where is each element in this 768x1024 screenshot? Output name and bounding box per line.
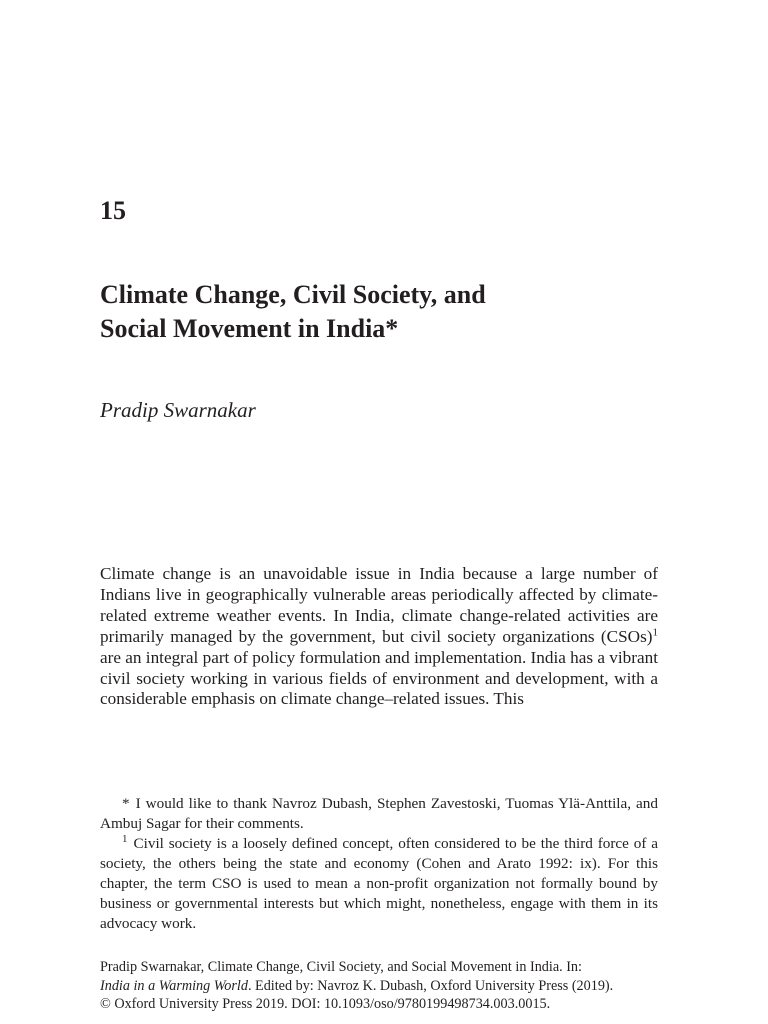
footnote-mark-number: 1 bbox=[122, 832, 128, 845]
footnote-reference[interactable]: 1 bbox=[652, 625, 658, 638]
citation-line-1: Pradip Swarnakar, Climate Change, Civil Society, and Social Movement in India. In: bbox=[100, 959, 582, 975]
chapter-author: Pradip Swarnakar bbox=[100, 398, 256, 422]
footnote-mark-star: * bbox=[122, 795, 130, 812]
chapter-title bbox=[100, 278, 658, 346]
footnotes bbox=[100, 794, 658, 934]
chapter-title-line-2: Social Movement in India* bbox=[100, 314, 399, 343]
footnote-text: Civil society is a loosely defined concept, often considered to be the third force of a society, the others being the state and economy (Cohen and Arato 1992: ix). For this chapter, the term CSO is used to mean a non-profit organization not formally bound by business or governmental interests but which might, nonetheless, engage with them in its advocacy work. bbox=[100, 835, 658, 932]
citation-line-2 bbox=[100, 977, 658, 996]
footnote-acknowledgment bbox=[100, 794, 658, 834]
body-text-part-2: are an integral part of policy formulation and implementation. India has a vibrant civil society working in various fields of environment and development, with a considerable emphasis on climate change–related issues. This bbox=[100, 647, 658, 709]
chapter-title-line-1: Climate Change, Civil Society, and bbox=[100, 280, 486, 309]
book-page bbox=[100, 0, 658, 1024]
citation-line-3[interactable]: © Oxford University Press 2019. DOI: 10.1093/oso/9780199498734.003.0015. bbox=[100, 996, 551, 1012]
body-text-part-1: Climate change is an unavoidable issue in India because a large number of Indians live in geographically vulnerable areas periodically affected by climate-related extreme weather events. In India, climate change-related activities are primarily managed by the government, but civil society organizations (CSOs) bbox=[100, 564, 658, 646]
body-paragraph bbox=[100, 564, 658, 710]
book-title: India in a Warming World bbox=[100, 977, 248, 994]
citation-edited-by: . Edited by: Navroz K. Dubash, Oxford University Press (2019). bbox=[247, 977, 614, 994]
chapter-number: 15 bbox=[100, 196, 126, 225]
footnote-1 bbox=[100, 834, 658, 934]
footnote-text: I would like to thank Navroz Dubash, Stephen Zavestoski, Tuomas Ylä-Anttila, and Ambuj Sagar for their comments. bbox=[100, 795, 658, 832]
citation-block bbox=[100, 958, 658, 1014]
